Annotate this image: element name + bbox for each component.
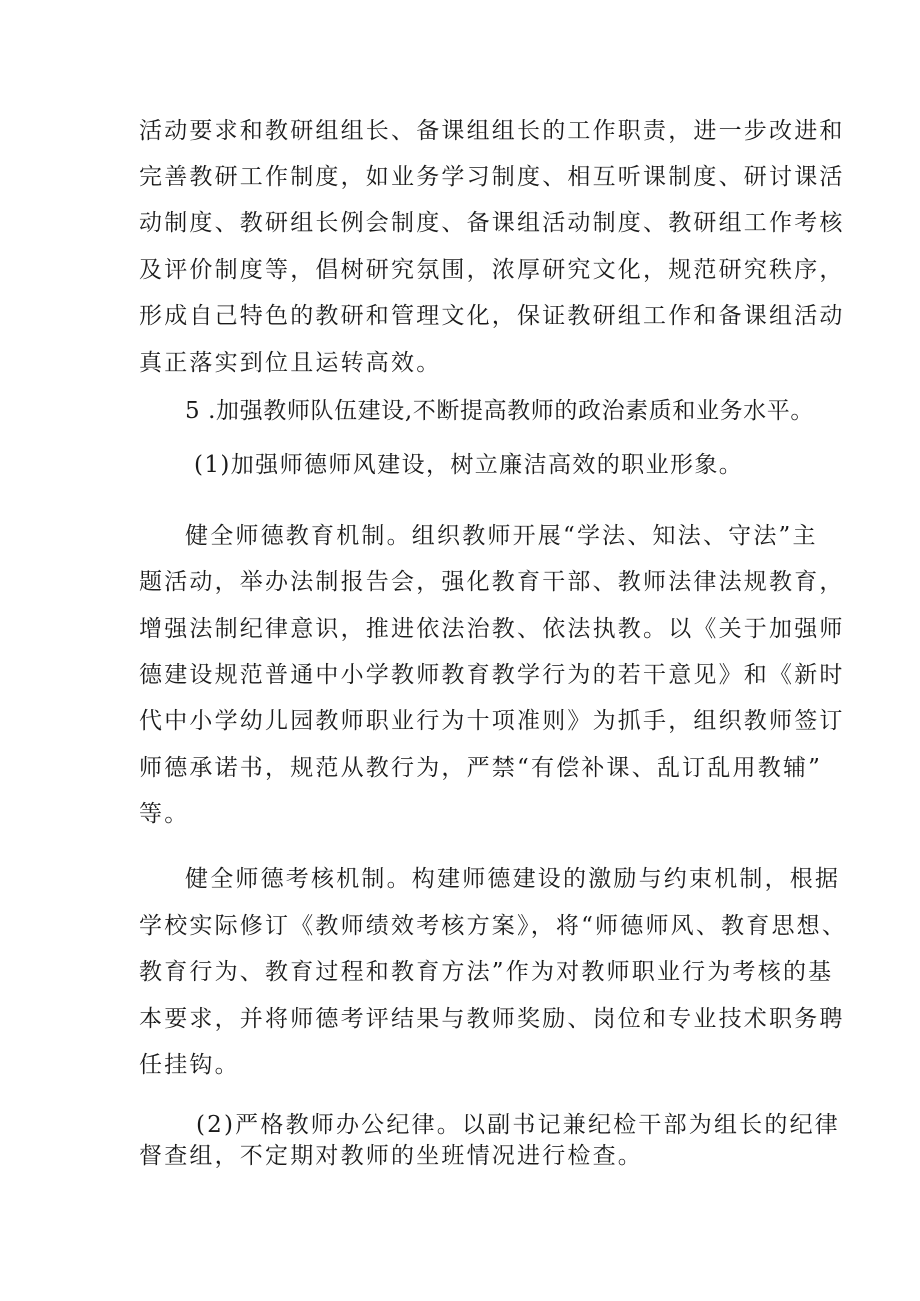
paragraph-line: 代中小学幼儿园教师职业行为十项准则》为抓手，组织教师签订 bbox=[139, 708, 845, 734]
paragraph-line: 题活动，举办法制报告会，强化教育干部、教师法律法规教育， bbox=[139, 569, 845, 595]
paragraph-line: 完善教研工作制度，如业务学习制度、相互听课制度、研讨课活 bbox=[139, 164, 845, 190]
paragraph-line: (2)严格教师办公纪律。以副书记兼纪检干部为组长的纪律 bbox=[196, 1112, 840, 1138]
paragraph-line: 形成自己特色的教研和管理文化，保证教研组工作和备课组活动 bbox=[139, 303, 845, 329]
paragraph-line: 德建设规范普通中小学教师教育教学行为的若干意见》和《新时 bbox=[139, 662, 845, 688]
paragraph-line: 教育行为、教育过程和教育方法”作为对教师职业行为考核的基 bbox=[139, 959, 834, 985]
paragraph-line: 等。 bbox=[139, 801, 190, 827]
paragraph-line: 及评价制度等，倡树研究氛围，浓厚研究文化，规范研究秩序， bbox=[139, 257, 845, 283]
paragraph-line: 活动要求和教研组组长、备课组组长的工作职责，进一步改进和 bbox=[139, 118, 845, 144]
paragraph-line: 学校实际修订《教师绩效考核方案》，将“师德师风、教育思想、 bbox=[139, 913, 848, 939]
paragraph-line: 增强法制纪律意识，推进依法治教、依法执教。以《关于加强师 bbox=[139, 616, 845, 642]
paragraph-line: 健全师德考核机制。构建师德建设的激励与约束机制，根据 bbox=[185, 866, 841, 892]
subsection-heading: (1)加强师德师风建设，树立廉洁高效的职业形象。 bbox=[194, 452, 744, 478]
paragraph-line: 督查组，不定期对教师的坐班情况进行检查。 bbox=[139, 1143, 643, 1169]
paragraph-line: 健全师德教育机制。组织教师开展“学法、知法、守法”主 bbox=[185, 523, 818, 549]
paragraph-line: 动制度、教研组长例会制度、备课组活动制度、教研组工作考核 bbox=[139, 210, 845, 236]
section-heading: 5 .加强教师队伍建设,不断提高教师的政治素质和业务水平。 bbox=[185, 398, 814, 424]
paragraph-line: 真正落实到位且运转高效。 bbox=[139, 350, 442, 376]
paragraph-line: 师德承诺书，规范从教行为，严禁“有偿补课、乱订乱用教辅” bbox=[139, 755, 823, 781]
paragraph-line: 本要求，并将师德考评结果与教师奖励、岗位和专业技术职务聘 bbox=[139, 1006, 845, 1032]
paragraph-line: 任挂钩。 bbox=[139, 1052, 240, 1078]
